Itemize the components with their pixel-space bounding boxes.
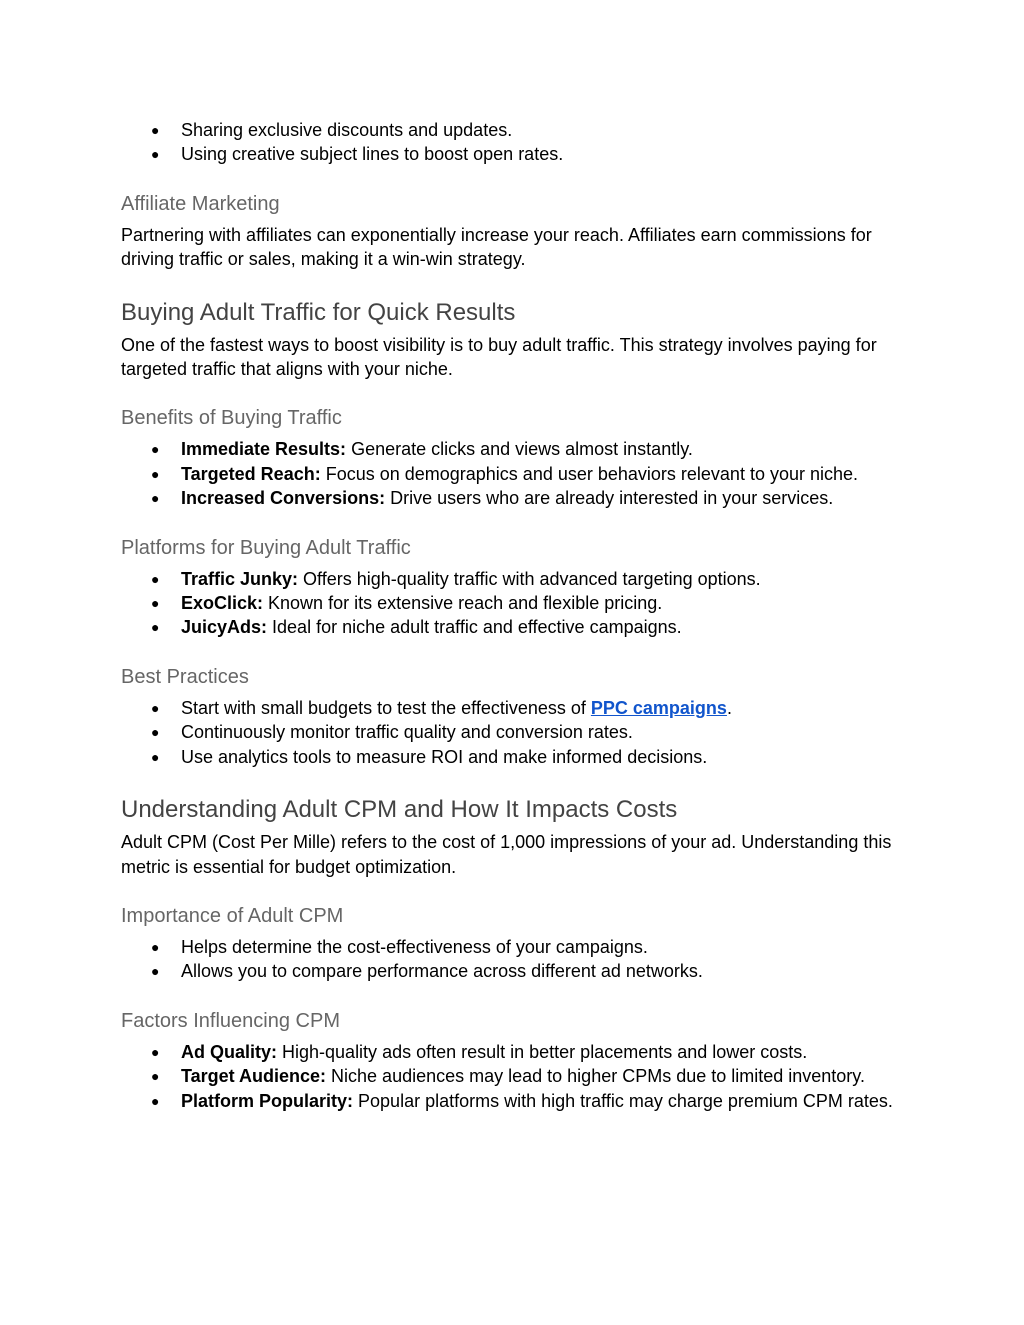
list-item: ● Traffic Junky: Offers high-quality traffic with advanced targeting options. <box>121 567 911 591</box>
benefits-heading: Benefits of Buying Traffic <box>121 407 342 430</box>
bullet-icon: ● <box>151 122 160 138</box>
email-tips-list <box>121 118 911 167</box>
list-item: ● Use analytics tools to measure ROI and make informed decisions. <box>121 745 911 769</box>
bullet-icon: ● <box>151 490 160 507</box>
factors-heading: Factors Influencing CPM <box>121 1009 340 1032</box>
importance-list <box>121 935 911 984</box>
buying-traffic-heading: Buying Adult Traffic for Quick Results <box>121 298 516 326</box>
bullet-icon: ● <box>151 146 160 163</box>
best-practices-heading: Best Practices <box>121 665 249 688</box>
list-item: ● Helps determine the cost-effectiveness of your campaigns. <box>121 935 911 959</box>
bullet-icon: ● <box>151 699 160 716</box>
bullet-icon: ● <box>151 1043 160 1060</box>
document-content <box>121 118 911 1113</box>
list-item: ● Immediate Results: Generate clicks and views almost instantly. <box>121 437 911 461</box>
bullet-icon: ● <box>151 570 160 587</box>
bullet-icon: ● <box>151 619 160 636</box>
list-item: ● Start with small budgets to test the effectiveness of PPC campaigns. <box>121 696 911 720</box>
bullet-icon: ● <box>151 441 160 458</box>
bullet-icon: ● <box>151 465 160 482</box>
bullet-icon: ● <box>151 938 160 955</box>
bullet-icon: ● <box>151 724 160 741</box>
bullet-icon: ● <box>151 1068 160 1085</box>
list-item: ● JuicyAds: Ideal for niche adult traffic and effective campaigns. <box>121 615 911 639</box>
importance-heading: Importance of Adult CPM <box>121 904 344 927</box>
buying-traffic-paragraph: One of the fastest ways to boost visibility is to buy adult traffic. This strategy involves paying for targeted traffic that aligns with your niche. <box>121 334 877 380</box>
list-item: ● Ad Quality: High-quality ads often result in better placements and lower costs. <box>121 1040 911 1064</box>
list-item: ● Increased Conversions: Drive users who are already interested in your services. <box>121 486 911 510</box>
list-item: ● Allows you to compare performance across different ad networks. <box>121 959 911 983</box>
best-practices-list <box>121 696 911 769</box>
factors-list <box>121 1040 911 1113</box>
cpm-heading: Understanding Adult CPM and How It Impacts Costs <box>121 796 678 824</box>
list-item: ● ExoClick: Known for its extensive reach and flexible pricing. <box>121 591 911 615</box>
bullet-icon: ● <box>151 595 160 612</box>
platforms-heading: Platforms for Buying Adult Traffic <box>121 536 411 559</box>
platforms-list <box>121 567 911 640</box>
bullet-icon: ● <box>151 748 160 765</box>
list-item: ● Using creative subject lines to boost open rates. <box>121 142 911 166</box>
list-item: ● Target Audience: Niche audiences may lead to higher CPMs due to limited inventory. <box>121 1064 911 1088</box>
ppc-campaigns-link[interactable]: PPC campaigns <box>590 697 727 718</box>
affiliate-paragraph: Partnering with affiliates can exponentially increase your reach. Affiliates earn commissions for driving traffic or sales, making it a win-win strategy. <box>121 224 872 270</box>
list-item: ● Continuously monitor traffic quality and conversion rates. <box>121 720 911 744</box>
affiliate-heading: Affiliate Marketing <box>121 192 280 215</box>
benefits-list <box>121 437 911 510</box>
list-item: ● Platform Popularity: Popular platforms with high traffic may charge premium CPM rates. <box>121 1089 911 1113</box>
bullet-icon: ● <box>151 1092 160 1109</box>
bullet-icon: ● <box>151 963 160 980</box>
cpm-paragraph: Adult CPM (Cost Per Mille) refers to the cost of 1,000 impressions of your ad. Understanding this metric is essential for budget optimization. <box>121 832 892 877</box>
list-item: ● Targeted Reach: Focus on demographics and user behaviors relevant to your niche. <box>121 462 911 486</box>
list-item: ● Sharing exclusive discounts and updates. <box>121 118 911 142</box>
